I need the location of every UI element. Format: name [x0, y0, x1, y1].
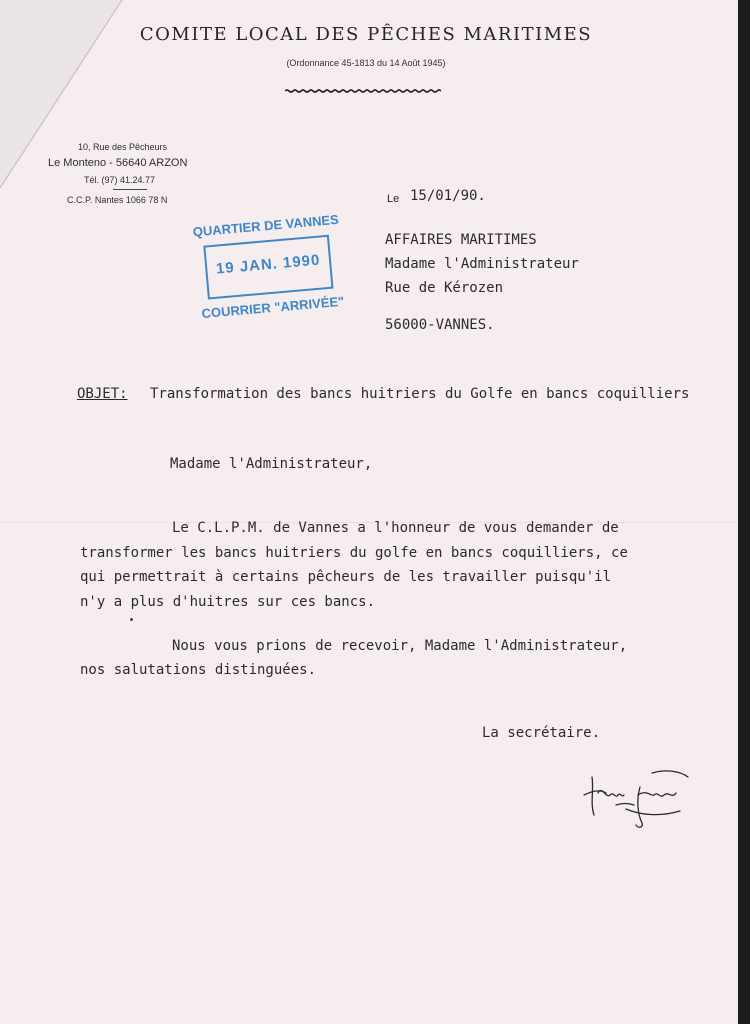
- subject-label: OBJET:: [77, 386, 128, 402]
- recipient-line: 56000-VANNES.: [385, 317, 495, 333]
- recipient-line: AFFAIRES MARITIMES: [385, 232, 537, 248]
- recipient-line: Madame l'Administrateur: [385, 256, 579, 272]
- stamp-mail-arrival: COURRIER "ARRIVÉE": [200, 293, 345, 322]
- closing-line: Nous vous prions de recevoir, Madame l'Administrateur,: [172, 638, 628, 654]
- body-line: n'y a plus d'huitres sur ces bancs.: [80, 594, 376, 610]
- stamp-date: 19 JAN. 1990: [215, 251, 321, 278]
- paper-speck: [130, 618, 133, 621]
- subject-label-text: OBJET: [77, 386, 120, 402]
- recipient-line: Rue de Kérozen: [385, 280, 504, 296]
- body-line: qui permettrait à certains pêcheurs de les travailler puisqu'il: [80, 569, 612, 585]
- handwritten-signature: [580, 765, 700, 835]
- salutation: Madame l'Administrateur,: [170, 456, 373, 472]
- scan-border: [738, 0, 750, 1024]
- stamp-office: QUARTIER DE VANNES: [192, 211, 340, 240]
- body-line: Le C.L.P.M. de Vannes a l'honneur de vous demander de: [172, 520, 619, 536]
- body-line: transformer les bancs huitriers du golfe en bancs coquilliers, ce: [80, 545, 628, 561]
- arrival-stamp: [175, 204, 365, 343]
- letter-date: 15/01/90.: [410, 188, 486, 204]
- sender-town: Le Monteno - 56640 ARZON: [48, 157, 188, 169]
- signatory-title: La secrétaire.: [482, 725, 601, 741]
- date-prefix: Le: [387, 193, 400, 205]
- letterhead-wavy-rule: [285, 78, 441, 82]
- subject-text: Transformation des bancs huitriers du Golfe en bancs coquilliers: [150, 386, 690, 402]
- letterhead-title: COMITE LOCAL DES PÊCHES MARITIMES: [139, 24, 593, 45]
- address-divider: [113, 189, 147, 190]
- closing-line: nos salutations distinguées.: [80, 662, 317, 678]
- letterhead-subtitle: (Ordonnance 45-1813 du 14 Août 1945): [286, 58, 446, 68]
- sender-phone: Tél. (97) 41.24.77: [84, 175, 156, 185]
- sender-street: 10, Rue des Pêcheurs: [78, 142, 168, 152]
- sender-ccp: C.C.P. Nantes 1066 78 N: [67, 195, 168, 205]
